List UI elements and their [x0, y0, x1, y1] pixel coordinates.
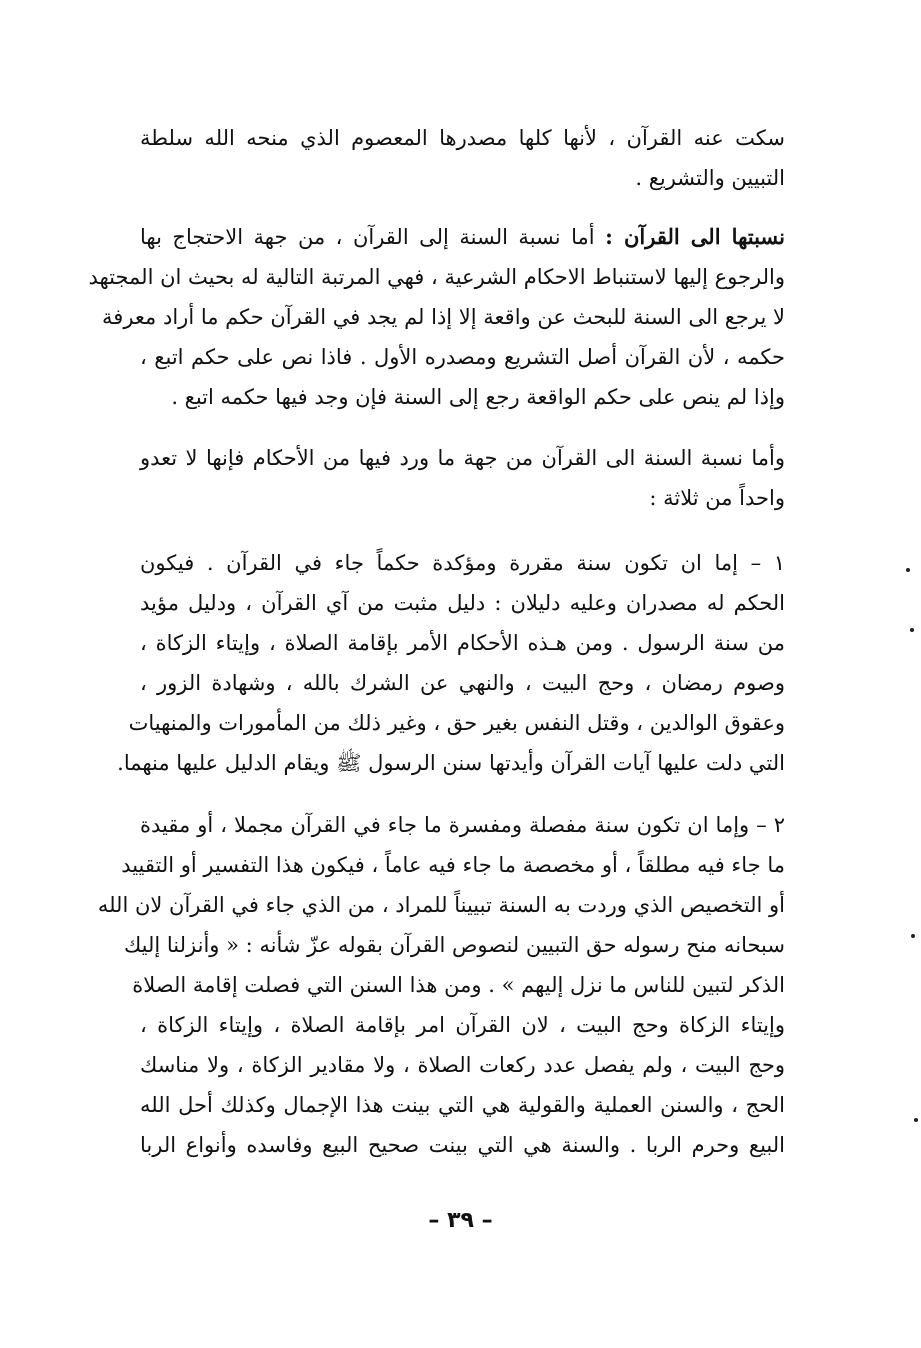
text-line: وحج البيت ، ولم يفصل عدد ركعات الصلاة ، ولا مقادير الزكاة ، ولا مناسك — [140, 1053, 785, 1077]
text-line: وأما نسبة السنة الى القرآن من جهة ما ورد فيها من الأحكام فإنها لا تعدو — [140, 446, 785, 470]
text-line: التي دلت عليها آيات القرآن وأيدتها سنن الرسول ﷺ ويقام الدليل عليها منهما. — [117, 751, 785, 775]
text-line: ١ – إما ان تكون سنة مقررة ومؤكدة حكماً جاء في القرآن . فيكون — [140, 551, 785, 575]
text-line: وإيتاء الزكاة وحج البيت ، لان القرآن امر بإقامة الصلاة ، وإيتاء الزكاة ، — [140, 1013, 785, 1037]
paragraph-item-1 — [117, 543, 785, 783]
text-line: الحكم له مصدران وعليه دليلان : دليل مثبت من آي القرآن ، ودليل مؤيد — [140, 591, 785, 615]
paragraph-item-2 — [97, 805, 785, 1165]
text-line: لا يرجع الى السنة للبحث عن واقعة إلا إذا لم يجد في القرآن حكم ما أراد معرفة — [102, 305, 785, 329]
text-line: التبيين والتشريع . — [635, 166, 785, 190]
text-line: البيع وحرم الربا . والسنة هي التي بينت صحيح البيع وفاسده وأنواع الربا — [140, 1133, 785, 1157]
text-line: من سنة الرسول . ومن هـذه الأحكام الأمر بإقامة الصلاة ، وإيتاء الزكاة ، — [140, 631, 785, 655]
scan-speck — [914, 1118, 918, 1122]
section-heading: نسبتها الى القرآن : — [605, 224, 785, 249]
text-line: سكت عنه القرآن ، لأنها كلها مصدرها المعصوم الذي منحه الله سلطة — [140, 126, 785, 150]
scan-speck — [911, 934, 915, 938]
text-line: ما جاء فيه مطلقاً ، أو مخصصة ما جاء فيه عاماً ، فيكون هذا التفسير أو التقييد — [121, 853, 785, 877]
text-line: والرجوع إليها لاستنباط الاحكام الشرعية ، فهي المرتبة التالية له بحيث ان المجتهد — [88, 265, 785, 289]
text-line: وصوم رمضان ، وحج البيت ، والنهي عن الشرك بالله ، وشهادة الزور ، — [140, 671, 785, 695]
text-line: وإذا لم ينص على حكم الواقعة رجع إلى السنة فإن وجد فيها حكمه اتبع . — [171, 385, 785, 409]
text-line: أو التخصيص الذي وردت به السنة تبييناً للمراد ، من الذي جاء في القرآن لان الله — [97, 893, 785, 917]
text-line: حكمه ، لأن القرآن أصل التشريع ومصدره الأول . فاذا نص على حكم اتبع ، — [140, 345, 785, 369]
scan-speck — [906, 568, 910, 572]
text-line: سبحانه منح رسوله حق التبيين لنصوص القرآن بقوله عزّ شأنه : « وأنزلنا إليك — [123, 933, 785, 957]
text-line-with-heading — [140, 217, 785, 257]
text-line: الذكر لتبين للناس ما نزل إليهم » . ومن هذا السنن التي فصلت إقامة الصلاة — [132, 973, 785, 997]
text-line: الحج ، والسنن العملية والقولية هي التي بينت هذا الإجمال وكذلك أحل الله — [140, 1093, 785, 1117]
text-line: ٢ – وإما ان تكون سنة مفصلة ومفسرة ما جاء في القرآن مجملا ، أو مقيدة — [140, 813, 785, 837]
page-number: – ٣٩ – — [428, 1208, 493, 1233]
text-line: أما نسبة السنة إلى القرآن ، من جهة الاحتجاج بها — [140, 225, 595, 249]
page-body — [88, 118, 785, 1165]
paragraph-relation-to-quran — [88, 217, 785, 417]
scan-speck — [910, 628, 914, 632]
text-line: وعقوق الوالدين ، وقتل النفس بغير حق ، وغير ذلك من المأمورات والمنهيات — [128, 711, 785, 735]
paragraph-three-kinds — [140, 438, 785, 518]
text-line: واحداً من ثلاثة : — [649, 486, 785, 510]
paragraph-continuation — [140, 118, 785, 198]
